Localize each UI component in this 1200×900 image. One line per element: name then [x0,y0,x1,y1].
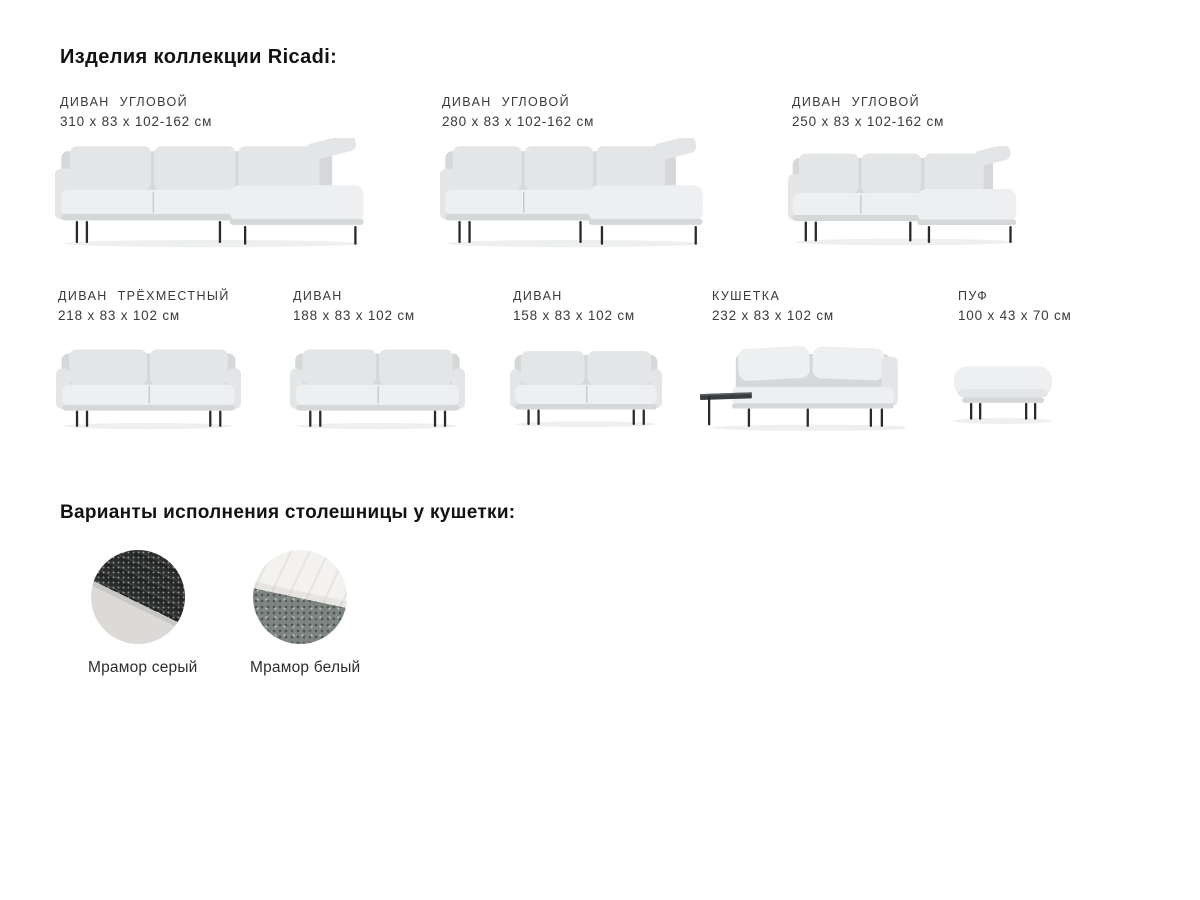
tabletop-options-section [60,502,700,702]
product-name: ДИВАН УГЛОВОЙ [60,95,188,109]
product-label [712,289,834,323]
product-card-sofa-158 [513,289,635,323]
swatch-label: Мрамор серый [88,659,198,676]
product-card-sofa-188 [293,289,415,323]
white-marble-swatch [253,550,347,644]
corner-sofa-photo [55,138,370,248]
tabletop-option-gray-marble [88,550,198,677]
page-title: Изделия коллекции Ricadi: [60,46,338,68]
product-dimensions: 250 x 83 x 102-162 см [792,114,945,129]
product-label [958,289,1072,323]
product-dimensions: 280 x 83 x 102-162 см [442,114,595,129]
product-card-corner-sofa-250 [792,95,944,129]
product-label [293,289,415,323]
tabletop-section-title: Варианты исполнения столешницы у кушетки: [60,502,516,523]
swatch-label: Мрамор белый [250,659,361,676]
product-label [58,289,230,323]
product-label [513,289,635,323]
product-card-corner-sofa-280 [442,95,594,129]
product-card-corner-sofa-310 [60,95,212,129]
product-dimensions: 218 x 83 x 102 см [58,308,180,323]
product-label [60,95,212,129]
product-name: ДИВАН УГЛОВОЙ [792,95,920,109]
straight-sofa-photo [290,342,465,430]
product-label [792,95,944,129]
product-dimensions: 232 x 83 x 102 см [712,308,834,323]
product-name: КУШЕТКА [712,289,781,303]
product-name: ДИВАН ТРЁХМЕСТНЫЙ [58,289,230,303]
product-card-daybed-232 [712,289,834,323]
straight-sofa-photo [56,342,241,430]
gray-marble-swatch [91,550,185,644]
product-dimensions: 158 x 83 x 102 см [513,308,635,323]
daybed-photo [700,338,905,432]
product-dimensions: 310 x 83 x 102-162 см [60,114,213,129]
product-label [442,95,594,129]
product-name: ДИВАН [513,289,563,303]
product-name: ПУФ [958,289,989,303]
corner-sofa-photo [440,138,708,248]
product-card-pouf-100 [958,289,1072,323]
product-card-three-seat-sofa-218 [58,289,230,323]
product-name: ДИВАН УГЛОВОЙ [442,95,570,109]
straight-sofa-photo [510,344,662,428]
product-name: ДИВАН [293,289,343,303]
tabletop-option-white-marble [250,550,361,677]
product-dimensions: 188 x 83 x 102 см [293,308,415,323]
product-dimensions: 100 x 43 x 70 см [958,308,1072,323]
pouf-photo [952,362,1054,424]
corner-sofa-photo [788,146,1021,246]
